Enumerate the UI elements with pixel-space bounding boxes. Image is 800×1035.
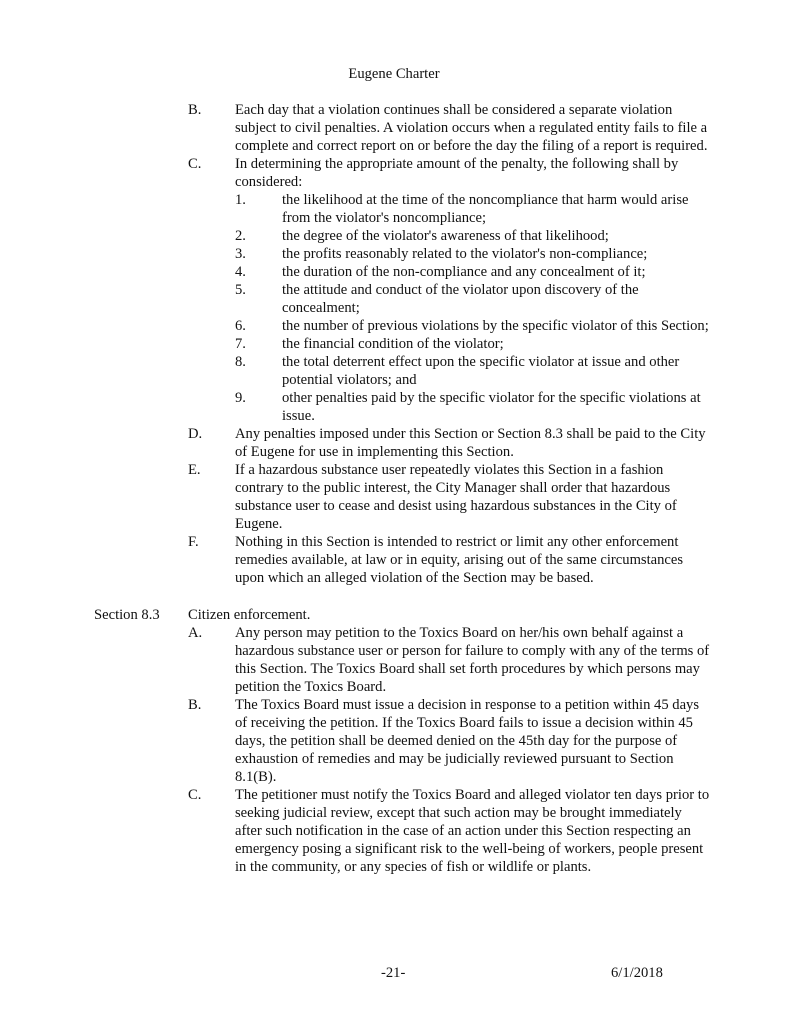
clause-a	[0, 624, 800, 696]
clause-text: Any penalties imposed under this Section or Section 8.3 shall be paid to the City of Eugene for use in implementing this Section.	[235, 426, 706, 460]
factor-label: 6.	[235, 318, 246, 334]
document-body	[0, 101, 800, 876]
factor-text: the profits reasonably related to the violator's non-compliance;	[282, 246, 648, 262]
clause-text: In determining the appropriate amount of the penalty, the following shall by considered:	[235, 156, 679, 190]
clause-text: If a hazardous substance user repeatedly violates this Section in a fashion contrary to the public interest, the City Manager shall order that hazardous substance user to cease and desist using hazardous substances in the City of Eugene.	[235, 462, 677, 532]
factor-item	[0, 191, 800, 227]
factor-label: 8.	[235, 354, 246, 370]
factor-item	[0, 389, 800, 425]
clause-label: D.	[188, 426, 203, 442]
factor-label: 5.	[235, 282, 246, 298]
factor-item	[0, 245, 800, 263]
page-number: -21-	[381, 965, 406, 981]
clause-text: The petitioner must notify the Toxics Board and alleged violator ten days prior to seeking judicial review, except that such action may be brought immediately after such notification in the case of an action under this Section respecting an emergency posing a significant risk to the well-being of workers, people present in the community, or any species of fish or wildlife or plants.	[235, 787, 710, 875]
clause-label: E.	[188, 462, 201, 478]
clause-b	[0, 101, 800, 155]
factor-item	[0, 317, 800, 335]
factor-item	[0, 227, 800, 245]
clause-text: The Toxics Board must issue a decision in response to a petition within 45 days of receiving the petition. If the Toxics Board fails to issue a decision within 45 days, the petition shall be deemed denied on the 45th day for the purpose of exhaustion of remedies and may be judicially reviewed pursuant to Section 8.1(B).	[235, 697, 700, 785]
clause-f	[0, 533, 800, 587]
clause-label: C.	[188, 156, 202, 172]
factor-label: 4.	[235, 264, 246, 280]
page-header: Eugene Charter	[348, 66, 440, 82]
factor-text: the total deterrent effect upon the specific violator at issue and other potential violators; and	[282, 354, 680, 388]
factor-text: the duration of the non-compliance and any concealment of it;	[282, 264, 646, 280]
factor-label: 7.	[235, 336, 246, 352]
clause-label: A.	[188, 625, 203, 641]
factor-label: 2.	[235, 228, 246, 244]
clause-c	[0, 786, 800, 876]
clause-text: Nothing in this Section is intended to restrict or limit any other enforcement remedies available, at law or in equity, arising out of the same circumstances upon which an alleged violation of the Section may be based.	[235, 534, 684, 586]
factor-item	[0, 263, 800, 281]
factor-text: the degree of the violator's awareness of that likelihood;	[282, 228, 609, 244]
factor-label: 9.	[235, 390, 246, 406]
factor-item	[0, 353, 800, 389]
factor-item	[0, 335, 800, 353]
revision-date: 6/1/2018	[611, 965, 663, 981]
clause-b	[0, 696, 800, 786]
clause-label: B.	[188, 697, 202, 713]
clause-label: F.	[188, 534, 199, 550]
factor-label: 1.	[235, 192, 246, 208]
factor-text: the number of previous violations by the specific violator of this Section;	[282, 318, 709, 334]
factor-label: 3.	[235, 246, 246, 262]
clause-text: Any person may petition to the Toxics Board on her/his own behalf against a hazardous substance user or person for failure to comply with any of the terms of this Section. The Toxics Board shall set forth procedures by which persons may petition the Toxics Board.	[235, 625, 710, 695]
section-heading	[0, 606, 800, 624]
clause-label: C.	[188, 787, 202, 803]
clause-e	[0, 461, 800, 533]
factor-text: the financial condition of the violator;	[282, 336, 504, 352]
factor-text: the attitude and conduct of the violator upon discovery of the concealment;	[282, 282, 639, 316]
clause-c	[0, 155, 800, 191]
clause-label: B.	[188, 102, 202, 118]
clause-d	[0, 425, 800, 461]
section-title: Citizen enforcement.	[188, 607, 311, 623]
factor-item	[0, 281, 800, 317]
section-number: Section 8.3	[94, 607, 160, 623]
clause-text: Each day that a violation continues shall be considered a separate violation subject to civil penalties. A violation occurs when a regulated entity fails to file a complete and correct report on or before the day the filing of a report is required.	[235, 102, 708, 154]
factor-text: other penalties paid by the specific violator for the specific violations at issue.	[282, 390, 701, 424]
factor-text: the likelihood at the time of the noncompliance that harm would arise from the violator's noncompliance;	[282, 192, 689, 226]
penalty-factor-list	[0, 191, 800, 425]
